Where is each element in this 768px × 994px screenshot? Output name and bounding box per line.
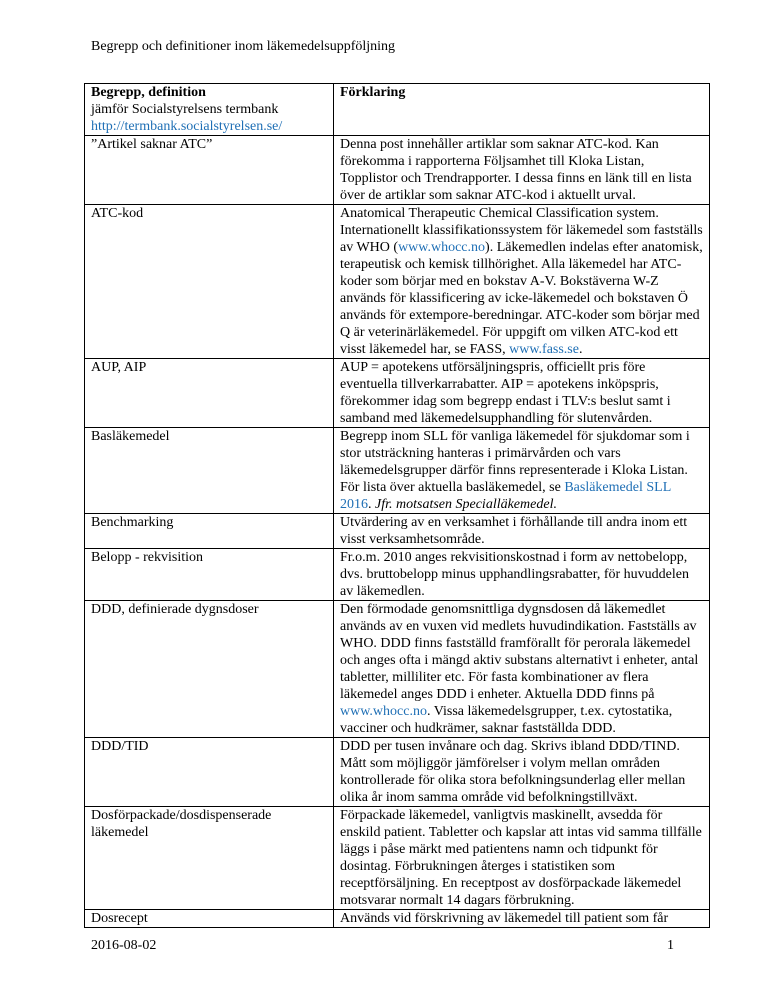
- term-cell: DDD, definierade dygnsdoser: [85, 601, 334, 738]
- footer-date: 2016-08-02: [91, 938, 157, 953]
- explanation-cell: Förpackade läkemedel, vanligtvis maskinellt, avsedda för enskild patient. Tabletter och kapslar att intas vid samma tillfälle läggs i påse märkt med patientens namn och tidpunkt för dosintag. Förbrukningen återges i statistiken som receptförsäljning. En receptpost av dosförpackade läkemedel motsvarar normalt 14 dagars förbrukning.: [334, 807, 710, 910]
- column-subtitle: jämför Socialstyrelsens termbank: [91, 102, 279, 117]
- term-cell: Dosförpackade/dosdispenserade läkemedel: [85, 807, 334, 910]
- explanation-text: .: [368, 497, 375, 512]
- whocc-link[interactable]: www.whocc.no: [340, 704, 427, 719]
- explanation-cell: DDD per tusen invånare och dag. Skrivs ibland DDD/TIND. Mått som möjliggör jämförelser i volym mellan områden kontrollerade för olika stora befolkningsunderlag eller mellan olika år inom samma område vid befolkningstillväxt.: [334, 738, 710, 807]
- baslakemedel-link[interactable]: Basläkemedel SLL 2016: [340, 480, 671, 512]
- table-row: [85, 738, 710, 807]
- explanation-text: ). Läkemedlen indelas efter anatomisk, terapeutisk och kemisk tillhörighet. Alla läkemedel har ATC-koder som börjar med en bokstav A-V. Bokstäverna W-Z används för klassificering av icke-läkemedel och bokstaven Ö används för extempore-beredningar. ATC-koder som börjar med Q är veterinärläkemedel. För uppgift om vilken ATC-kod ett visst läkemedel har, se FASS,: [340, 240, 703, 357]
- page-header: Begrepp och definitioner inom läkemedelsuppföljning: [91, 39, 396, 54]
- explanation-cell: Denna post innehåller artiklar som saknar ATC-kod. Kan förekomma i rapporterna Följsamhet till Kloka Listan, Topplistor och Trendrapporter. I dessa finns en länk till en lista över de artiklar som saknar ATC-kod i aktuellt urval.: [334, 136, 710, 205]
- header-cell-term: [85, 84, 334, 136]
- term-cell: Dosrecept: [85, 910, 334, 928]
- table-row: [85, 205, 710, 359]
- explanation-cell: AUP = apotekens utförsäljningspris, officiellt pris före eventuella tillverkarrabatter. AIP = apotekens inköpspris, förekommer idag som begrepp endast i TLV:s beslut samt i samband med läkemedelsupphandling för slutenvården.: [334, 359, 710, 428]
- table-row: [85, 601, 710, 738]
- explanation-note: Jfr. motsatsen Specialläkemedel.: [375, 497, 557, 512]
- explanation-cell: [334, 205, 710, 359]
- term-cell: Basläkemedel: [85, 428, 334, 514]
- explanation-text: Anatomical Therapeutic Chemical Classification system. Internationellt klassifikationssystem för läkemedel som fastställs av WHO (: [340, 206, 703, 255]
- explanation-text: .: [578, 342, 583, 357]
- term-cell: AUP, AIP: [85, 359, 334, 428]
- explanation-text: Begrepp inom SLL för vanliga läkemedel för sjukdomar som i stor utsträckning hanteras i primärvården och vars läkemedelsgrupper därför finns representerade i Kloka Listan. För lista över aktuella basläkemedel, se: [340, 429, 690, 495]
- table-row: [85, 549, 710, 601]
- explanation-cell: Fr.o.m. 2010 anges rekvisitionskostnad i form av nettobelopp, dvs. bruttobelopp minus upphandlingsrabatter, för huvuddelen av läkemedlen.: [334, 549, 710, 601]
- table-row: [85, 514, 710, 549]
- fass-link[interactable]: www.fass.se: [509, 342, 579, 357]
- table-row: [85, 136, 710, 205]
- term-cell: ATC-kod: [85, 205, 334, 359]
- explanation-cell: [334, 601, 710, 738]
- table-header-row: [85, 84, 710, 136]
- term-cell: DDD/TID: [85, 738, 334, 807]
- whocc-link[interactable]: www.whocc.no: [398, 240, 486, 255]
- explanation-text: Den förmodade genomsnittliga dygnsdosen då läkemedlet används av en vuxen vid medlets huvudindikation. Fastställs av WHO. DDD finns fastställd framförallt för perorala läkemedel och anges ofta i mängd aktiv substans alternativt i enheter, antal tabletter, milliliter etc. För fasta kombinationer av flera läkemedel anges DDD i enheter. Aktuella DDD finns på: [340, 602, 699, 702]
- table-row: [85, 807, 710, 910]
- column-title-explanation: Förklaring: [340, 85, 406, 100]
- explanation-cell: [334, 428, 710, 514]
- explanation-cell: Utvärdering av en verksamhet i förhållande till andra inom ett visst verksamhetsområde.: [334, 514, 710, 549]
- term-cell: Benchmarking: [85, 514, 334, 549]
- termbank-link[interactable]: http://termbank.socialstyrelsen.se/: [91, 119, 283, 134]
- table-row: [85, 359, 710, 428]
- term-cell: Belopp - rekvisition: [85, 549, 334, 601]
- table-row: [85, 428, 710, 514]
- explanation-cell: Används vid förskrivning av läkemedel till patient som får: [334, 910, 710, 928]
- table-row: [85, 910, 710, 928]
- column-title-term: Begrepp, definition: [91, 85, 206, 100]
- page-number: 1: [667, 938, 674, 953]
- definitions-table: [84, 83, 710, 928]
- term-cell: ”Artikel saknar ATC”: [85, 136, 334, 205]
- explanation-text: . Vissa läkemedelsgrupper, t.ex. cytostatika, vacciner och hudkrämer, saknar fastställda DDD.: [340, 704, 673, 736]
- header-cell-explanation: [334, 84, 710, 136]
